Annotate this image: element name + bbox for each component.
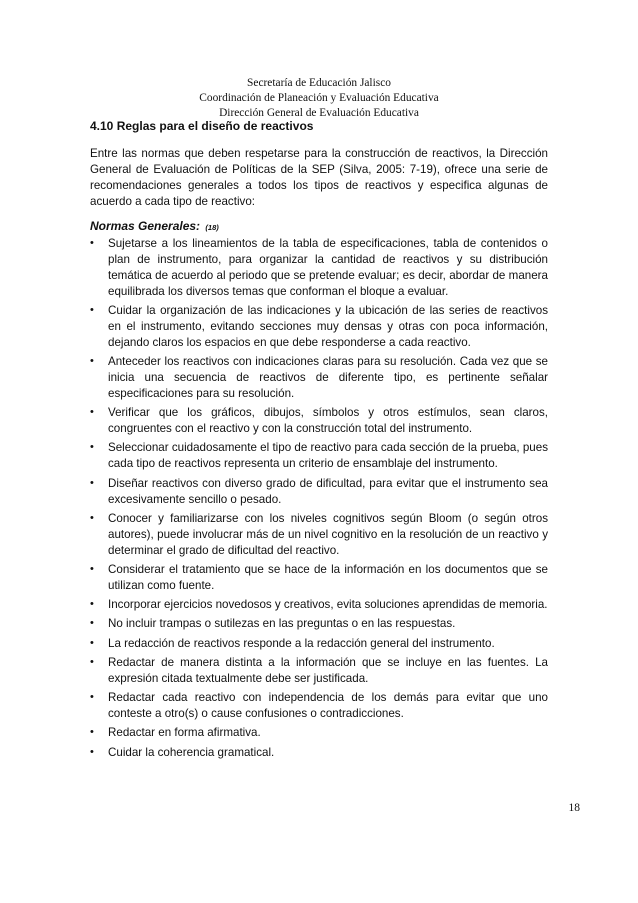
bullet-icon: •: [90, 476, 94, 489]
list-item: [90, 655, 548, 687]
list-item: [90, 405, 548, 437]
list-item-text: Diseñar reactivos con diverso grado de dificultad, para evitar que el instrumento sea excesivamente sencillo o pesado.: [108, 476, 548, 506]
list-item: [90, 636, 548, 652]
bullet-icon: •: [90, 511, 94, 524]
page-number: 18: [568, 802, 580, 814]
bullet-icon: •: [90, 598, 94, 611]
header-line-direccion: Dirección General de Evaluación Educativa: [219, 107, 419, 119]
norms-heading-reference: (18): [205, 223, 219, 232]
bullet-icon: •: [90, 691, 94, 704]
list-item-text: La redacción de reactivos responde a la redacción general del instrumento.: [108, 636, 495, 650]
list-item: [90, 562, 548, 594]
list-item: [90, 476, 548, 508]
list-item-text: Considerar el tratamiento que se hace de la información en los documentos que se utilizan como fuente.: [108, 562, 548, 592]
list-item-text: No incluir trampas o sutilezas en las preguntas o en las respuestas.: [108, 617, 456, 631]
list-item-text: Cuidar la coherencia gramatical.: [108, 745, 275, 759]
list-item: [90, 303, 548, 351]
bullet-icon: •: [90, 636, 94, 649]
bullet-icon: •: [90, 355, 94, 368]
list-item: [90, 597, 548, 613]
list-item-text: Cuidar la organización de las indicaciones y la ubicación de las series de reactivos en el instrumento, evitando secciones muy densas y otras con poca información, dejando claros los espacios en que debe responderse a cada reactivo.: [108, 304, 548, 349]
page-header: [0, 76, 638, 121]
bullet-icon: •: [90, 562, 94, 575]
list-item: [90, 725, 548, 741]
norms-heading: [90, 218, 219, 236]
intro-paragraph: Entre las normas que deben respetarse para la construcción de reactivos, la Dirección General de Evaluación de Políticas de la SEP (Silva, 2005: 7-19), ofrece una serie de recomendaciones generales a todos los tipos de reactivos y especifica algunas de acuerdo a cada tipo de reactivo:: [90, 147, 548, 208]
norms-heading-label: Normas Generales:: [90, 219, 201, 233]
header-line-secretaria: Secretaría de Educación Jalisco: [247, 77, 391, 89]
list-item: [90, 236, 548, 300]
list-item-text: Redactar de manera distinta a la información que se incluye en las fuentes. La expresión citada textualmente debe ser justificada.: [108, 656, 548, 685]
list-item: [90, 354, 548, 402]
list-item: [90, 440, 548, 472]
header-line-coordinacion: Coordinación de Planeación y Evaluación Educativa: [199, 92, 439, 104]
list-item-text: Seleccionar cuidadosamente el tipo de reactivo para cada sección de la prueba, pues cada tipo de reactivos representa un criterio de ensamblaje del instrumento.: [108, 441, 548, 471]
list-item: [90, 745, 548, 761]
list-item-text: Incorporar ejercicios novedosos y creativos, evita soluciones aprendidas de memoria.: [108, 598, 548, 612]
section-title: 4.10 Reglas para el diseño de reactivos: [90, 119, 314, 133]
bullet-icon: •: [90, 726, 94, 739]
list-item-text: Redactar cada reactivo con independencia de los demás para evitar que uno conteste a otro(s) o cause confusiones o contradicciones.: [108, 691, 548, 721]
bullet-icon: •: [90, 406, 94, 419]
list-item-text: Redactar en forma afirmativa.: [108, 726, 261, 740]
list-item: [90, 511, 548, 559]
list-item-text: Sujetarse a los lineamientos de la tabla de especificaciones, tabla de contenidos o plan de instrumento, para organizar la cantidad de reactivos y su distribución temática de acuerdo al periodo que se pretende evaluar; es decir, abordar de manera equilibrada los diversos temas que conforman el bloque a evaluar.: [108, 237, 548, 298]
list-item-text: Verificar que los gráficos, dibujos, símbolos y otros estímulos, sean claros, congruentes con el reactivo y con la construcción total del instrumento.: [108, 406, 548, 436]
list-item: [90, 690, 548, 722]
list-item-text: Anteceder los reactivos con indicaciones claras para su resolución. Cada vez que se inicia una secuencia de reactivos de diferente tipo, es pertinente señalar especificaciones para su resolución.: [108, 355, 548, 400]
list-item: [90, 616, 548, 632]
bullet-icon: •: [90, 656, 94, 669]
list-item-text: Conocer y familiarizarse con los niveles cognitivos según Bloom (o según otros autores), puede involucrar más de un nivel cognitivo en la resolución de un reactivo y determinar el grado de dificultad del reactivo.: [108, 511, 548, 557]
bullet-icon: •: [90, 441, 94, 454]
bullet-icon: •: [90, 617, 94, 630]
norms-list: [90, 236, 548, 764]
bullet-icon: •: [90, 304, 94, 317]
bullet-icon: •: [90, 237, 94, 249]
bullet-icon: •: [90, 745, 94, 758]
